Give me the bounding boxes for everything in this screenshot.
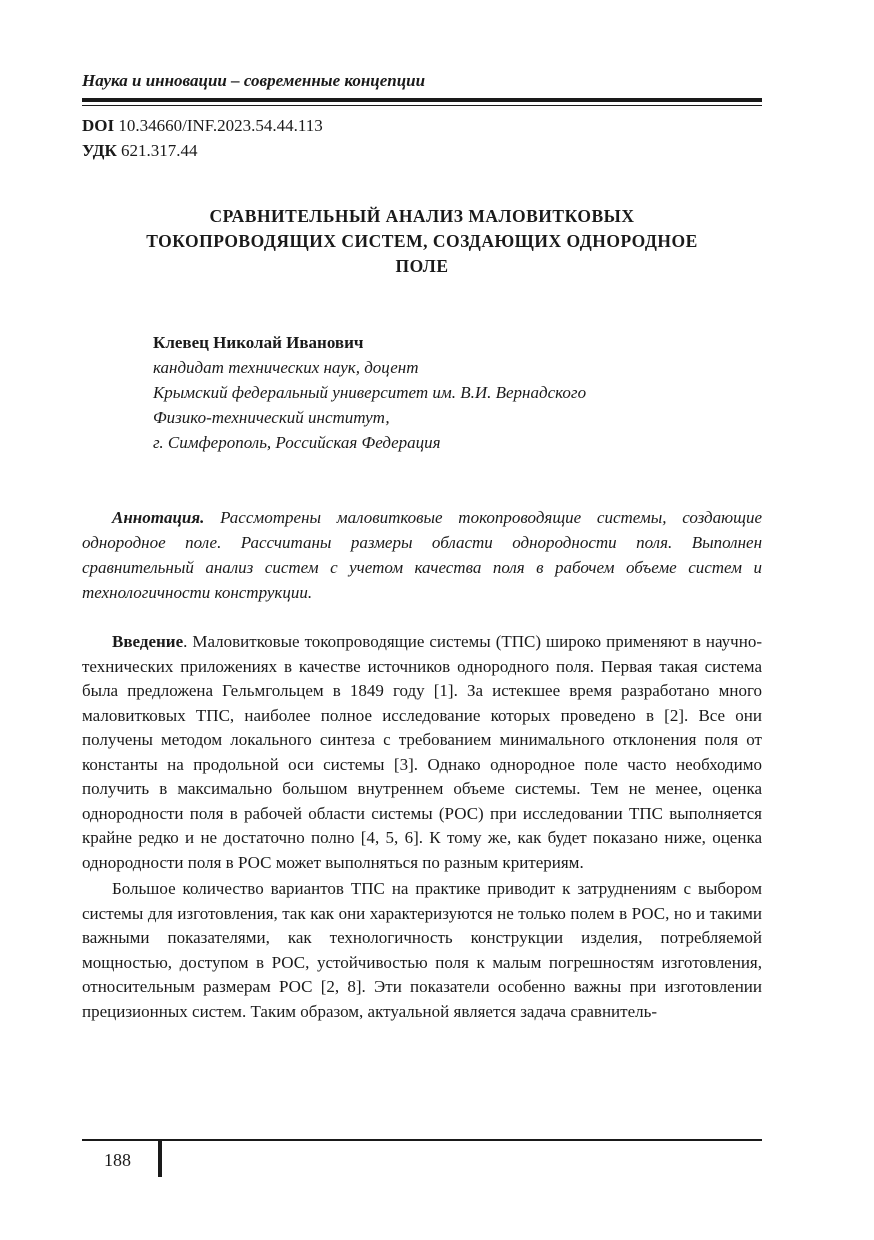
body-text [82,630,762,1026]
doi-line [82,116,323,136]
article-title [82,204,762,279]
header-rule-thick [82,98,762,102]
abstract-label: Аннотация. [112,508,205,527]
header-rule-thin [82,105,762,106]
doi-value: 10.34660/INF.2023.54.44.113 [114,116,323,135]
author-city: г. Симферополь, Российская Федерация [153,433,441,452]
intro-label: Введение [112,632,184,651]
udk-label: УДК [82,141,117,160]
author-institute: Физико-технический институт, [153,408,390,427]
body-paragraph-2: Большое количество вариантов ТПС на практике приводит к затруднениям с выбором системы для изготовления, так как они характеризуются не только полем в РОС, но и такими важными показателями, как технологичность конструкции изделия, потребляемой мощностью, доступом в РОС, устойчивостью поля к малым погрешностям изготовления, относительным размерам РОС [2, 8]. Эти показатели особенно важны при изготовлении прецизионных систем. Таким образом, актуальной является задача сравнитель- [82,879,762,1021]
author-block [153,330,586,455]
intro-paragraph [82,630,762,875]
udk-value: 621.317.44 [116,141,198,160]
title-line: ПОЛЕ [395,256,449,276]
intro-text: . Маловитковые токопроводящие системы (ТПС) широко применяют в научно-технических приложениях в качестве источников однородного поля. Первая такая система была предложена Гельмгольцем в 1849 году [1]. За истекшее время разработано много маловитковых ТПС, наиболее полное исследование которых проведено в [2]. Все они получены методом локального синтеза с требованием минимального отклонения поля от константы на продольной оси системы [3]. Однако однородное поле часто необходимо получить в максимально большом внутреннем объеме системы. Тем не менее, оценка однородности поля в рабочей области системы (РОС) при исследовании ТПС выполняется крайне редко и не достаточно полно [4, 5, 6]. К тому же, как будет показано ниже, оценка однородности поля в РОС может выполняться по разным критериям. [82,632,762,872]
title-line: ТОКОПРОВОДЯЩИХ СИСТЕМ, СОЗДАЮЩИХ ОДНОРОДНОЕ [146,231,698,251]
abstract [82,505,762,605]
footer-rule [82,1139,762,1141]
title-line: СРАВНИТЕЛЬНЫЙ АНАЛИЗ МАЛОВИТКОВЫХ [209,206,635,226]
journal-title: Наука и инновации – современные концепции [82,71,426,90]
author-name: Клевец Николай Иванович [153,333,364,352]
page-number: 188 [104,1150,131,1170]
author-degree: кандидат технических наук, доцент [153,358,419,377]
udk-line [82,141,198,161]
author-university: Крымский федеральный университет им. В.И. Вернадского [153,383,587,402]
footer-bar [158,1141,162,1177]
abstract-text: Рассмотрены маловитковые токопроводящие системы, создающие однородное поле. Рассчитаны размеры области однородности поля. Выполнен сравнительный анализ систем с учетом качества поля в рабочем объеме систем и технологичности конструкции. [82,508,762,602]
doi-label: DOI [82,116,115,135]
